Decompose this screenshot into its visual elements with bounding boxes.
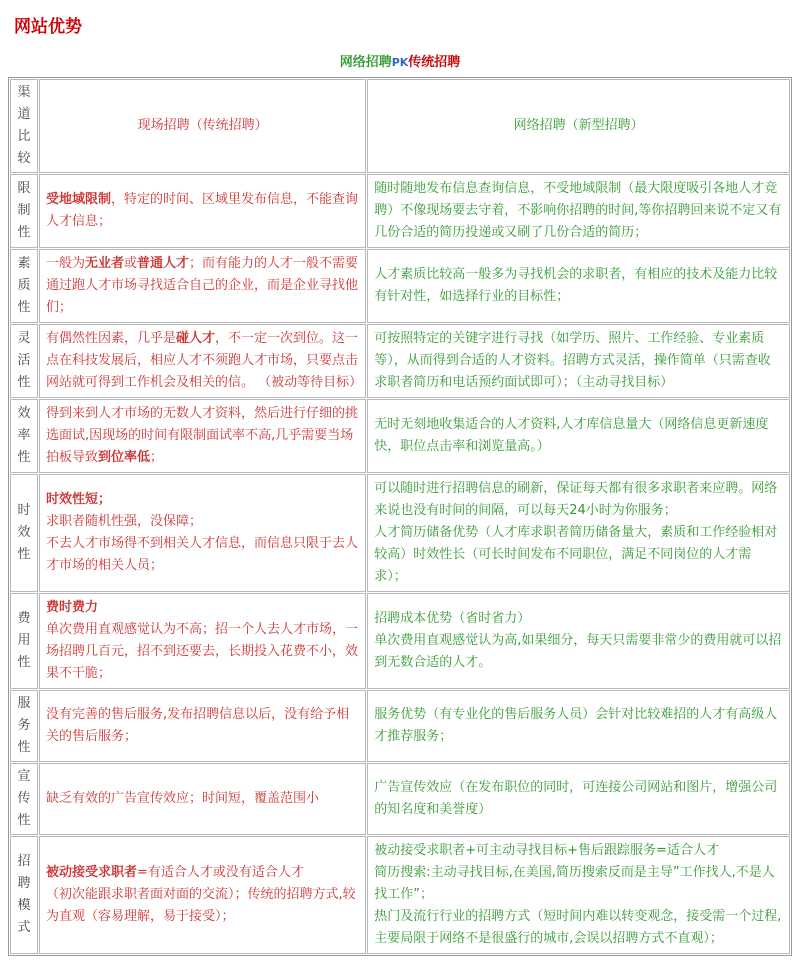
caption-online-label: 网络招聘 <box>339 55 392 70</box>
text-line: （初次能跟求职者面对面的交流）；传统的招聘方式,较为直观（容易理解，易于接受）； <box>45 887 356 924</box>
text-line: 受地域限制，特定的时间、区域里发布信息，不能查询人才信息； <box>45 192 358 229</box>
text-line: 单次费用直观感觉认为不高；招一个人去人才市场，一场招聘几百元，招不到还要去，长期投入花费不小，效果不干脆； <box>45 622 358 681</box>
cell-traditional <box>39 690 366 762</box>
text-line: 随时随地发布信息查询信息，不受地域限制（最大限度吸引各地人才竞聘）不像现场要去守着，不影响你招聘的时间,等你招聘回来说不定又有几份合适的简历投递或又刷了几份合适的简历； <box>374 181 782 240</box>
table-row <box>10 593 790 689</box>
text-line: 可按照特定的关键字进行寻找（如学历、照片、工作经验、专业素质等），从而得到合适的人才资料。招聘方式灵活，操作简单（只需查收求职者简历和电话预约面试即可）；（主动寻找目标） <box>374 331 771 390</box>
table-row <box>10 324 790 398</box>
text-line: 招聘成本优势（省时省力） <box>374 611 531 626</box>
cell-traditional <box>39 763 366 835</box>
row-header-channel: 渠道比较 <box>10 79 38 173</box>
text-line: 没有完善的售后服务,发布招聘信息以后，没有给予相关的售后服务； <box>45 707 350 744</box>
table-row <box>10 474 790 592</box>
cell-online <box>367 249 790 323</box>
table-row <box>10 249 790 323</box>
text-line: 简历搜索:主动寻找目标,在美国,简历搜索反而是主导”工作找人,不是人找工作”； <box>374 865 775 902</box>
table-row <box>10 399 790 473</box>
text-line: 一般为无业者或普通人才；而有能力的人才一般不需要通过跑人才市场寻找适合自己的企业，而是企业寻找他们； <box>45 256 359 315</box>
text-line: 有偶然性因素，几乎是碰人才，不一定一次到位。这一点在科技发展后，相应人才不须跑人才市场，只要点击网站就可得到工作机会及相关的信。 （被动等待目标） <box>45 331 363 390</box>
cell-traditional <box>39 249 366 323</box>
cell-online <box>367 174 790 248</box>
comparison-table-body <box>10 79 790 954</box>
table-row <box>10 763 790 835</box>
cell-traditional <box>39 399 366 473</box>
table-row <box>10 174 790 248</box>
column-header-traditional: 现场招聘（传统招聘） <box>39 79 366 173</box>
table-row <box>10 836 790 954</box>
text-line: 求职者随机性强，没保障； <box>45 514 202 529</box>
cell-traditional <box>39 474 366 592</box>
cell-online <box>367 763 790 835</box>
text-line: 无时无刻地收集适合的人才资料,人才库信息量大（网络信息更新速度快，职位点击率和浏览量高。） <box>374 417 769 454</box>
cell-traditional <box>39 836 366 954</box>
text-line: 被动接受求职者=有适合人才或没有适合人才 <box>45 865 304 880</box>
row-label: 素质性 <box>10 249 38 323</box>
text-line: 单次费用直观感觉认为高,如果细分，每天只需要非常少的费用就可以招到无数合适的人才。 <box>374 633 782 670</box>
row-label: 招聘模式 <box>10 836 38 954</box>
column-header-online: 网络招聘（新型招聘） <box>367 79 790 173</box>
row-label: 效率性 <box>10 399 38 473</box>
cell-traditional <box>39 593 366 689</box>
cell-traditional <box>39 174 366 248</box>
cell-online <box>367 690 790 762</box>
text-line: 可以随时进行招聘信息的刷新，保证每天都有很多求职者来应聘。网络来说也没有时间的间隔，可以每天24小时为你服务； <box>374 481 778 518</box>
text-line: 缺乏有效的广告宣传效应；时间短，覆盖范围小 <box>45 791 319 806</box>
cell-online <box>367 399 790 473</box>
cell-online <box>367 593 790 689</box>
caption-traditional-label: 传统招聘 <box>408 55 461 70</box>
text-line: 热门及流行行业的招聘方式（短时间内难以转变观念，接受需一个过程,主要局限于网络不是很盛行的城市,会误以招聘方式不直观）； <box>374 909 782 946</box>
caption-pk-label: PK <box>391 56 409 69</box>
row-label: 宣传性 <box>10 763 38 835</box>
row-label: 服务性 <box>10 690 38 762</box>
text-line: 时效性短； <box>45 492 111 507</box>
row-label: 费用性 <box>10 593 38 689</box>
page-title: 网站优势 <box>14 17 82 37</box>
comparison-table <box>8 77 792 956</box>
cell-online <box>367 324 790 398</box>
text-line: 服务优势（有专业化的售后服务人员）会针对比较难招的人才有高级人才推荐服务； <box>374 707 778 744</box>
text-line: 被动接受求职者+可主动寻找目标+售后跟踪服务=适合人才 <box>374 843 719 858</box>
table-row <box>10 690 790 762</box>
text-line: 得到来到人才市场的无数人才资料，然后进行仔细的挑选面试,因现场的时间有限制面试率不高,几乎需要当场拍板导致到位率低； <box>45 406 358 465</box>
header-row <box>10 79 790 173</box>
text-line: 费时费力 <box>45 600 98 615</box>
cell-traditional <box>39 324 366 398</box>
text-line: 人才素质比较高一般多为寻找机会的求职者，有相应的技术及能力比较有针对性，如选择行业的目标性； <box>374 267 778 304</box>
row-label: 限制性 <box>10 174 38 248</box>
text-line: 不去人才市场得不到相关人才信息，而信息只限于去人才市场的相关人员； <box>45 536 358 573</box>
text-line: 人才简历储备优势（人才库求职者简历储备量大，素质和工作经验相对较高）时效性长（可长时间发布不同职位，满足不同岗位的人才需求）； <box>374 525 778 584</box>
table-caption <box>8 53 792 71</box>
row-label: 灵活性 <box>10 324 38 398</box>
row-label: 时效性 <box>10 474 38 592</box>
cell-online <box>367 474 790 592</box>
cell-online <box>367 836 790 954</box>
text-line: 广告宣传效应（在发布职位的同时，可连接公司网站和图片，增强公司的知名度和美誉度） <box>374 780 778 817</box>
